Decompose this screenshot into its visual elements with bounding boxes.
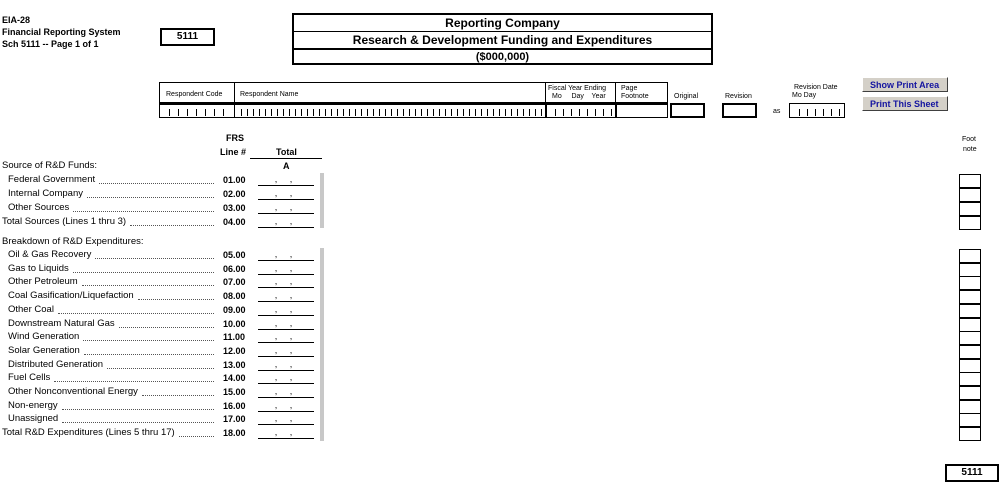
line-item-label: Total R&D Expenditures (Lines 5 thru 17) [2, 427, 175, 439]
cell-tick [169, 109, 170, 116]
cell-tick [223, 109, 224, 116]
cell-tick [301, 109, 302, 116]
line-number: 11.00 [223, 332, 246, 343]
footnote-field[interactable] [959, 318, 981, 332]
cell-tick [178, 109, 179, 116]
original-field[interactable] [670, 103, 705, 118]
cell-tick [271, 109, 272, 116]
line-number: 06.00 [223, 263, 246, 274]
total-entry-field[interactable]: , , [258, 345, 314, 357]
leader-dots [54, 380, 214, 382]
line-number-label: Line # [220, 147, 247, 157]
as-label: as [773, 108, 781, 115]
revision-date-subheader: Mo Day [792, 92, 817, 99]
total-entry-field[interactable]: , , [258, 290, 314, 302]
total-entry-field[interactable]: , , [258, 359, 314, 371]
print-this-sheet-button[interactable]: Print This Sheet [862, 96, 948, 111]
cell-tick [289, 109, 290, 116]
expenditures-section-header: Breakdown of R&D Expenditures: [2, 236, 144, 247]
cell-tick [603, 109, 604, 116]
footnote-field[interactable] [959, 386, 981, 400]
leader-dots [73, 271, 214, 273]
footnote-header-1: Foot [962, 136, 977, 143]
schedule-number-box: 5111 [160, 28, 215, 46]
footnote-field[interactable] [959, 359, 981, 373]
total-entry-field[interactable]: , , [258, 413, 314, 425]
funds-scroll-marker [320, 173, 324, 228]
line-number: 17.00 [223, 414, 246, 425]
total-entry-field[interactable]: , , [258, 372, 314, 384]
cell-tick [355, 109, 356, 116]
fiscal-year-field[interactable] [546, 105, 615, 117]
cell-tick [499, 109, 500, 116]
leader-dots [95, 257, 214, 259]
line-number: 01.00 [223, 175, 246, 185]
footnote-field[interactable] [959, 427, 981, 441]
cell-tick [331, 109, 332, 116]
total-entry-field[interactable]: , , [258, 318, 314, 330]
line-item-label: Total Sources (Lines 1 thru 3) [2, 216, 127, 227]
cell-tick [611, 109, 612, 116]
footnote-field[interactable] [959, 202, 981, 216]
leader-dots [83, 339, 214, 341]
line-item-label: Federal Government [8, 174, 96, 185]
page-footnote-field[interactable] [616, 105, 668, 117]
leader-dots [119, 326, 214, 328]
cell-tick [523, 109, 524, 116]
cell-tick [475, 109, 476, 116]
line-number: 12.00 [223, 345, 246, 356]
line-number: 15.00 [223, 387, 246, 397]
footnote-field[interactable] [959, 216, 981, 230]
cell-tick [283, 109, 284, 116]
line-item-label: Other Nonconventional Energy [8, 386, 138, 397]
line-item-label: Oil & Gas Recovery [8, 249, 92, 260]
cell-tick [433, 109, 434, 116]
line-item-label: Fuel Cells [8, 372, 51, 384]
cell-tick [427, 109, 428, 116]
leader-dots [84, 353, 214, 355]
cell-tick [579, 109, 580, 116]
total-entry-field[interactable]: , , [258, 331, 314, 343]
page-indicator: Sch 5111 -- Page 1 of 1 [2, 39, 99, 49]
cell-tick [831, 109, 832, 116]
footnote-field[interactable] [959, 174, 981, 188]
leader-dots [130, 224, 214, 226]
cell-tick [313, 109, 314, 116]
cell-tick [563, 109, 564, 116]
total-entry-field[interactable]: , , [258, 386, 314, 398]
footnote-field[interactable] [959, 331, 981, 345]
form-subtitle: Research & Development Funding and Expenditures [294, 32, 711, 50]
cell-tick [595, 109, 596, 116]
show-print-area-button[interactable]: Show Print Area [862, 77, 948, 92]
cell-tick [295, 109, 296, 116]
respondent-code-label: Respondent Code [166, 91, 223, 98]
cell-tick [469, 109, 470, 116]
cell-tick [367, 109, 368, 116]
line-item-label: Solar Generation [8, 344, 80, 356]
cell-tick [481, 109, 482, 116]
cell-tick [493, 109, 494, 116]
total-entry-field[interactable]: , , [258, 202, 314, 214]
cell-tick [205, 109, 206, 116]
leader-dots [99, 182, 214, 184]
expenditures-scroll-marker [320, 248, 324, 441]
cell-tick [445, 109, 446, 116]
cell-tick [343, 109, 344, 116]
cell-tick [259, 109, 260, 116]
leader-dots [73, 210, 214, 212]
line-item-label: Downstream Natural Gas [8, 317, 115, 329]
footnote-field[interactable] [959, 304, 981, 318]
cell-tick [307, 109, 308, 116]
total-entry-field[interactable]: , , [258, 263, 314, 275]
line-item-label: Distributed Generation [8, 358, 104, 370]
footnote-field[interactable] [959, 188, 981, 202]
line-item-label: Other Sources [8, 202, 70, 213]
footnote-field[interactable] [959, 276, 981, 290]
leader-dots [82, 284, 214, 286]
total-entry-field[interactable]: , , [258, 400, 314, 412]
column-letter: A [283, 161, 290, 171]
total-entry-field[interactable]: , , [258, 188, 314, 200]
line-number: 02.00 [223, 189, 246, 199]
cell-tick [196, 109, 197, 116]
line-item-label: Unassigned [8, 413, 59, 425]
cell-tick [451, 109, 452, 116]
total-entry-field[interactable]: , , [258, 427, 314, 439]
line-item-label: Internal Company [8, 188, 83, 199]
cell-tick [277, 109, 278, 116]
footer-schedule-box: 5111 [945, 464, 999, 482]
form-id: EIA-28 [2, 15, 31, 25]
cell-tick [487, 109, 488, 116]
footnote-field[interactable] [959, 345, 981, 359]
cell-tick [555, 109, 556, 116]
line-number: 13.00 [223, 359, 246, 370]
line-number: 09.00 [223, 304, 246, 315]
line-number: 14.00 [223, 373, 246, 384]
original-label: Original [674, 93, 699, 100]
cell-tick [463, 109, 464, 116]
cell-tick [815, 109, 816, 116]
cell-tick [325, 109, 326, 116]
cell-tick [403, 109, 404, 116]
page-footnote-label-2: Footnote [621, 93, 649, 100]
line-number: 04.00 [223, 217, 246, 227]
footnote-field[interactable] [959, 400, 981, 414]
line-item-label: Wind Generation [8, 331, 80, 343]
cell-tick [319, 109, 320, 116]
cell-tick [241, 109, 242, 116]
total-entry-field[interactable]: , , [258, 249, 314, 261]
footnote-field[interactable] [959, 372, 981, 386]
line-number: 10.00 [223, 318, 246, 329]
cell-tick [421, 109, 422, 116]
cell-tick [361, 109, 362, 116]
cell-tick [397, 109, 398, 116]
footnote-field[interactable] [959, 249, 981, 263]
revision-field[interactable] [722, 103, 757, 118]
title-block [292, 13, 713, 65]
cell-tick [823, 109, 824, 116]
cell-tick [505, 109, 506, 116]
fiscal-year-label: Fiscal Year Ending [548, 85, 606, 92]
cell-tick [349, 109, 350, 116]
cell-tick [214, 109, 215, 116]
cell-tick [529, 109, 530, 116]
revision-date-label: Revision Date [794, 84, 838, 91]
leader-dots [62, 408, 214, 410]
page-footnote-label-1: Page [621, 85, 638, 92]
cell-tick [517, 109, 518, 116]
cell-tick [541, 109, 542, 116]
total-entry-field[interactable]: , , [258, 216, 314, 228]
cell-tick [247, 109, 248, 116]
cell-tick [187, 109, 188, 116]
footnote-header-2: note [963, 146, 977, 153]
leader-dots [58, 312, 214, 314]
cell-tick [535, 109, 536, 116]
cell-tick [799, 109, 800, 116]
company-title: Reporting Company [294, 15, 711, 32]
line-item-label: Gas to Liquids [8, 262, 69, 274]
leader-dots [179, 435, 214, 437]
cell-tick [265, 109, 266, 116]
cell-tick [511, 109, 512, 116]
cell-tick [571, 109, 572, 116]
cell-tick [385, 109, 386, 116]
cell-tick [409, 109, 410, 116]
leader-dots [142, 394, 214, 396]
line-number: 08.00 [223, 291, 246, 302]
cell-tick [379, 109, 380, 116]
revision-label: Revision [725, 93, 752, 100]
line-item-label: Other Coal [8, 303, 54, 315]
cell-tick [253, 109, 254, 116]
footnote-field[interactable] [959, 413, 981, 427]
cell-tick [457, 109, 458, 116]
cell-tick [415, 109, 416, 116]
respondent-header [159, 82, 668, 103]
cell-tick [587, 109, 588, 116]
footnote-field[interactable] [959, 263, 981, 277]
cell-tick [439, 109, 440, 116]
cell-tick [337, 109, 338, 116]
line-item-label: Non-energy [8, 399, 58, 411]
cell-tick [373, 109, 374, 116]
total-entry-field[interactable]: , , [258, 174, 314, 186]
cell-tick [807, 109, 808, 116]
leader-dots [138, 298, 214, 300]
line-number: 18.00 [223, 428, 246, 439]
system-name: Financial Reporting System [2, 27, 121, 37]
line-number: 03.00 [223, 203, 246, 213]
revision-date-field[interactable] [789, 103, 845, 118]
footnote-field[interactable] [959, 290, 981, 304]
frs-label: FRS [226, 133, 244, 143]
line-number: 05.00 [223, 250, 246, 260]
respondent-name-label: Respondent Name [240, 91, 299, 98]
total-column-header: Total [276, 147, 297, 157]
fiscal-subheader: Mo Day Year [552, 93, 606, 100]
leader-dots [107, 367, 214, 369]
total-entry-field[interactable]: , , [258, 304, 314, 316]
units-label: ($000,000) [475, 51, 530, 63]
leader-dots [87, 196, 214, 198]
line-number: 07.00 [223, 277, 246, 288]
line-item-label: Other Petroleum [8, 276, 78, 288]
leader-dots [62, 421, 214, 423]
funds-section-header: Source of R&D Funds: [2, 160, 98, 171]
total-entry-field[interactable]: , , [258, 276, 314, 288]
line-number: 16.00 [223, 400, 246, 411]
cell-tick [391, 109, 392, 116]
respondent-entry-row [159, 103, 668, 118]
line-item-label: Coal Gasification/Liquefaction [8, 290, 134, 302]
cell-tick [839, 109, 840, 116]
